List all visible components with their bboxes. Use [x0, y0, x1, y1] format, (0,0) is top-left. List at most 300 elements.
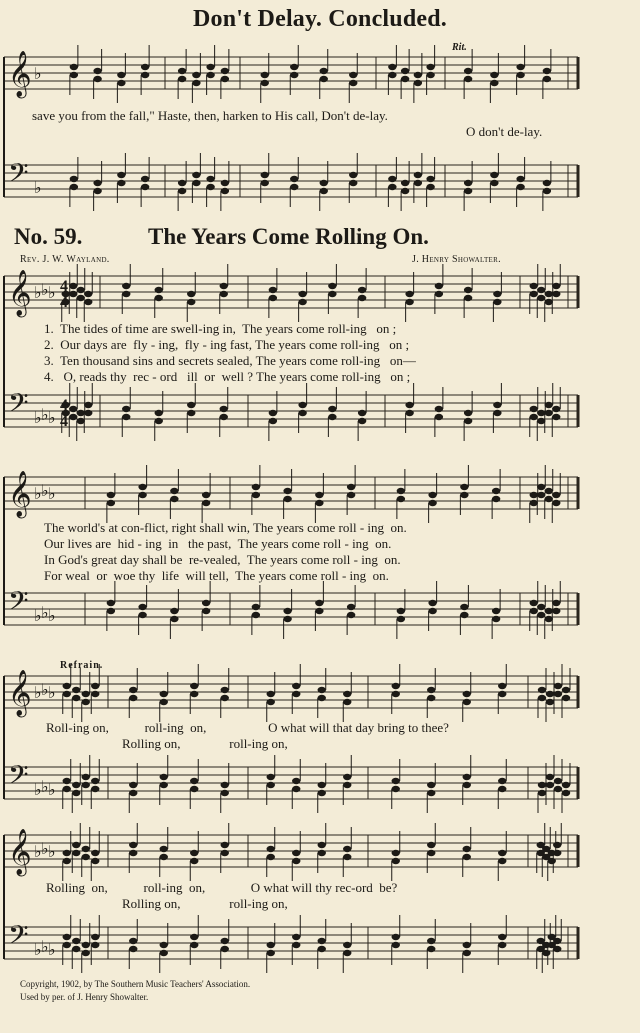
note-head [537, 295, 545, 301]
note-head [545, 299, 553, 305]
copyright-footer [20, 978, 250, 1004]
note-head [349, 180, 357, 186]
note-head [220, 283, 228, 289]
note-head [545, 402, 553, 408]
note-head [141, 72, 149, 78]
note-head [292, 786, 300, 792]
note-head [343, 774, 351, 780]
note-head [220, 406, 228, 412]
note-head [397, 616, 405, 622]
note-head [392, 850, 400, 856]
note-head [170, 608, 178, 614]
note-head [82, 782, 90, 788]
note-head [63, 934, 71, 940]
note-head [155, 295, 163, 301]
note-head [138, 484, 146, 490]
note-head [170, 488, 178, 494]
note-head [552, 600, 560, 606]
note-head [206, 64, 214, 70]
clef-icon: 𝄢 [8, 387, 29, 425]
note-head [562, 782, 570, 788]
note-head [548, 858, 556, 864]
note-head [269, 287, 277, 293]
note-head [318, 687, 326, 693]
note-head [290, 64, 298, 70]
note-head [292, 778, 300, 784]
note-head [427, 946, 435, 952]
note-head [292, 934, 300, 940]
note-head [530, 406, 538, 412]
note-head [428, 608, 436, 614]
note-head [392, 934, 400, 940]
note-head [160, 782, 168, 788]
note-head [463, 691, 471, 697]
note-head [493, 402, 501, 408]
note-head [349, 72, 357, 78]
note-head [221, 850, 229, 856]
note-head [358, 295, 366, 301]
note-head [93, 68, 101, 74]
note-head [388, 72, 396, 78]
note-head [129, 782, 137, 788]
note-head [267, 846, 275, 852]
note-head [63, 683, 71, 689]
note-head [516, 64, 524, 70]
note-head [562, 695, 570, 701]
note-head [490, 72, 498, 78]
note-head [221, 188, 229, 194]
note-head [202, 500, 210, 506]
note-head [122, 406, 130, 412]
note-head [427, 695, 435, 701]
note-head [220, 414, 228, 420]
note-head [160, 774, 168, 780]
note-head [72, 850, 80, 856]
note-head [552, 608, 560, 614]
verse-1-line-1: 1. The tides of time are swell-ing in, The years come roll-ing on ; [44, 321, 397, 336]
note-head [318, 790, 326, 796]
key-signature-icon: ♭ [48, 408, 56, 427]
note-head [388, 176, 396, 182]
note-head [463, 846, 471, 852]
note-head [187, 299, 195, 305]
note-head [545, 616, 553, 622]
note-head [358, 410, 366, 416]
verse-2-line-2: Our lives are hid - ing in the past, The years come roll - ing on. [44, 536, 392, 551]
note-head [70, 184, 78, 190]
note-head [72, 842, 80, 848]
note-head [498, 778, 506, 784]
note-head [542, 950, 550, 956]
note-head [343, 854, 351, 860]
clef-icon: 𝄢 [8, 585, 29, 623]
note-head [538, 695, 546, 701]
note-head [84, 291, 92, 297]
note-head [464, 180, 472, 186]
note-head [298, 402, 306, 408]
note-head [178, 180, 186, 186]
note-head [530, 500, 538, 506]
note-head [552, 283, 560, 289]
note-head [82, 774, 90, 780]
note-head [129, 946, 137, 952]
note-head [190, 683, 198, 689]
note-head [269, 295, 277, 301]
note-head [91, 691, 99, 697]
note-head [347, 492, 355, 498]
note-head [554, 691, 562, 697]
key-signature-icon: ♭ [48, 683, 56, 702]
note-head [261, 180, 269, 186]
permission-line: Used by per. of J. Henry Showalter. [20, 992, 149, 1002]
note-head [537, 287, 545, 293]
note-head [72, 695, 80, 701]
note-head [192, 80, 200, 86]
note-head [283, 616, 291, 622]
note-head [91, 683, 99, 689]
note-head [269, 418, 277, 424]
note-head [562, 790, 570, 796]
key-signature-icon: ♭ [34, 606, 42, 625]
note-head [63, 691, 71, 697]
key-signature-icon: ♭ [34, 940, 42, 959]
note-head [426, 176, 434, 182]
note-head [562, 687, 570, 693]
note-head [252, 484, 260, 490]
composer-credit: J. Henry Showalter. [412, 254, 501, 265]
note-head [107, 500, 115, 506]
note-head [543, 76, 551, 82]
key-signature-icon: ♭ [41, 937, 49, 956]
note-head [530, 291, 538, 297]
note-head [93, 188, 101, 194]
clef-icon: 𝄞 [8, 670, 32, 716]
note-head [155, 410, 163, 416]
note-head [397, 608, 405, 614]
note-head [221, 790, 229, 796]
note-head [290, 184, 298, 190]
note-head [358, 418, 366, 424]
note-head [69, 283, 77, 289]
note-head [82, 846, 90, 852]
key-signature-icon: ♭ [41, 405, 49, 424]
note-head [107, 608, 115, 614]
note-head [401, 76, 409, 82]
note-head [428, 500, 436, 506]
note-head [460, 612, 468, 618]
note-head [72, 790, 80, 796]
clef-icon: 𝄢 [8, 157, 29, 195]
note-head [261, 72, 269, 78]
note-head [267, 942, 275, 948]
note-head [318, 782, 326, 788]
note-head [206, 184, 214, 190]
note-head [221, 695, 229, 701]
note-head [77, 295, 85, 301]
note-head [70, 64, 78, 70]
note-head [546, 774, 554, 780]
note-head [82, 942, 90, 948]
note-head [545, 488, 553, 494]
clef-icon: 𝄞 [8, 51, 32, 97]
note-head [190, 934, 198, 940]
key-signature-icon: ♭ [48, 940, 56, 959]
note-head [72, 946, 80, 952]
note-head [69, 406, 77, 412]
note-head [328, 414, 336, 420]
note-head [388, 184, 396, 190]
note-head [129, 938, 137, 944]
note-head [187, 410, 195, 416]
note-head [405, 402, 413, 408]
note-head [545, 291, 553, 297]
note-head [347, 612, 355, 618]
note-head [343, 942, 351, 948]
note-head [290, 176, 298, 182]
note-head [553, 850, 561, 856]
note-head [516, 72, 524, 78]
note-head [84, 299, 92, 305]
note-head [516, 184, 524, 190]
note-head [91, 858, 99, 864]
note-head [553, 938, 561, 944]
note-head [315, 500, 323, 506]
note-head [141, 184, 149, 190]
note-head [405, 410, 413, 416]
note-head [315, 600, 323, 606]
note-head [170, 616, 178, 622]
note-head [69, 414, 77, 420]
note-head [343, 699, 351, 705]
note-head [290, 72, 298, 78]
note-head [298, 410, 306, 416]
note-head [498, 683, 506, 689]
note-head [63, 786, 71, 792]
lyric-line: O don't de-lay. [466, 124, 543, 139]
clef-icon: 𝄞 [8, 471, 32, 517]
note-head [178, 188, 186, 194]
key-signature-icon: ♭ [34, 780, 42, 799]
note-head [538, 782, 546, 788]
note-head [460, 484, 468, 490]
note-head [392, 683, 400, 689]
note-head [160, 854, 168, 860]
note-head [538, 687, 546, 693]
note-head [320, 76, 328, 82]
note-head [91, 778, 99, 784]
note-head [221, 76, 229, 82]
note-head [543, 188, 551, 194]
note-head [554, 683, 562, 689]
note-head [530, 283, 538, 289]
note-head [122, 283, 130, 289]
note-head [498, 942, 506, 948]
key-signature-icon: ♭ [48, 484, 56, 503]
note-head [82, 699, 90, 705]
note-head [70, 72, 78, 78]
note-head [202, 608, 210, 614]
page-title: Don't Delay. Concluded. [193, 6, 447, 32]
note-head [552, 406, 560, 412]
note-head [187, 402, 195, 408]
note-head [414, 80, 422, 86]
note-head [190, 858, 198, 864]
refrain-label: Refrain. [60, 660, 104, 671]
note-head [252, 612, 260, 618]
verse-2-line-1: 2. Our days are fly - ing, fly - ing fast, The years come roll-ing on ; [44, 337, 410, 352]
note-head [492, 496, 500, 502]
note-head [170, 496, 178, 502]
note-head [498, 691, 506, 697]
note-head [318, 938, 326, 944]
note-head [141, 64, 149, 70]
verse-4-line-1: 4. O, reads thy rec - ord ill or well ? The years come roll-ing on ; [44, 369, 411, 384]
hymn-number: No. 59. [14, 224, 83, 249]
note-head [545, 496, 553, 502]
note-head [464, 287, 472, 293]
note-head [553, 842, 561, 848]
note-head [129, 790, 137, 796]
note-head [122, 291, 130, 297]
note-head [537, 484, 545, 490]
note-head [435, 406, 443, 412]
note-head [117, 72, 125, 78]
time-signature: 4 [60, 397, 68, 414]
note-head [397, 488, 405, 494]
note-head [190, 942, 198, 948]
key-signature-icon: ♭ [34, 683, 42, 702]
refrain-alt-lyric-2: Rolling on, roll-ing on, [122, 896, 288, 911]
refrain-lyric-2: Rolling on, roll-ing on, O what will thy rec-ord be? [46, 880, 398, 895]
note-head [492, 616, 500, 622]
note-head [538, 790, 546, 796]
note-head [72, 687, 80, 693]
note-head [252, 604, 260, 610]
note-head [91, 786, 99, 792]
key-signature-icon: ♭ [48, 780, 56, 799]
note-head [401, 188, 409, 194]
note-head [328, 283, 336, 289]
note-head [552, 291, 560, 297]
note-head [464, 410, 472, 416]
note-head [141, 176, 149, 182]
note-head [93, 76, 101, 82]
note-head [463, 782, 471, 788]
note-head [221, 782, 229, 788]
note-head [69, 291, 77, 297]
note-head [426, 72, 434, 78]
note-head [129, 850, 137, 856]
key-signature-icon: ♭ [34, 283, 42, 302]
note-head [537, 410, 545, 416]
note-head [545, 608, 553, 614]
note-head [552, 492, 560, 498]
key-signature-icon: ♭ [34, 408, 42, 427]
key-signature-icon: ♭ [41, 839, 49, 858]
key-signature-icon: ♭ [41, 680, 49, 699]
note-head [206, 176, 214, 182]
key-signature-icon: ♭ [34, 842, 42, 861]
note-head [537, 604, 545, 610]
note-head [261, 80, 269, 86]
note-head [498, 786, 506, 792]
key-signature-icon: ♭ [48, 842, 56, 861]
clef-icon: 𝄞 [8, 270, 32, 316]
note-head [267, 950, 275, 956]
lyricist-credit: Rev. J. W. Wayland. [20, 254, 110, 265]
note-head [93, 180, 101, 186]
note-head [427, 850, 435, 856]
note-head [397, 496, 405, 502]
note-head [320, 180, 328, 186]
note-head [318, 850, 326, 856]
note-head [405, 291, 413, 297]
note-head [315, 608, 323, 614]
note-head [392, 942, 400, 948]
note-head [358, 287, 366, 293]
note-head [267, 691, 275, 697]
note-head [427, 842, 435, 848]
note-head [349, 172, 357, 178]
note-head [427, 938, 435, 944]
note-head [493, 410, 501, 416]
note-head [414, 172, 422, 178]
note-head [155, 418, 163, 424]
note-head [320, 188, 328, 194]
note-head [392, 858, 400, 864]
note-head [190, 786, 198, 792]
note-head [463, 950, 471, 956]
note-head [493, 291, 501, 297]
note-head [546, 691, 554, 697]
note-head [493, 299, 501, 305]
note-head [129, 842, 137, 848]
note-head [435, 283, 443, 289]
note-head [129, 695, 137, 701]
note-head [298, 299, 306, 305]
note-head [107, 492, 115, 498]
note-head [463, 854, 471, 860]
note-head [463, 774, 471, 780]
note-head [84, 410, 92, 416]
note-head [428, 600, 436, 606]
note-head [435, 291, 443, 297]
note-head [63, 942, 71, 948]
note-head [343, 691, 351, 697]
note-head [63, 858, 71, 864]
note-head [292, 683, 300, 689]
note-head [221, 946, 229, 952]
note-head [328, 406, 336, 412]
note-head [530, 414, 538, 420]
note-head [546, 699, 554, 705]
note-head [192, 172, 200, 178]
note-head [190, 850, 198, 856]
refrain-alt-lyric-1: Rolling on, roll-ing on, [122, 736, 288, 751]
note-head [221, 938, 229, 944]
key-signature-icon: ♭ [41, 481, 49, 500]
note-head [160, 846, 168, 852]
note-head [392, 691, 400, 697]
note-head [252, 492, 260, 498]
note-head [192, 180, 200, 186]
note-head [292, 691, 300, 697]
note-head [283, 496, 291, 502]
note-head [269, 410, 277, 416]
note-head [117, 80, 125, 86]
note-head [82, 854, 90, 860]
note-head [318, 842, 326, 848]
